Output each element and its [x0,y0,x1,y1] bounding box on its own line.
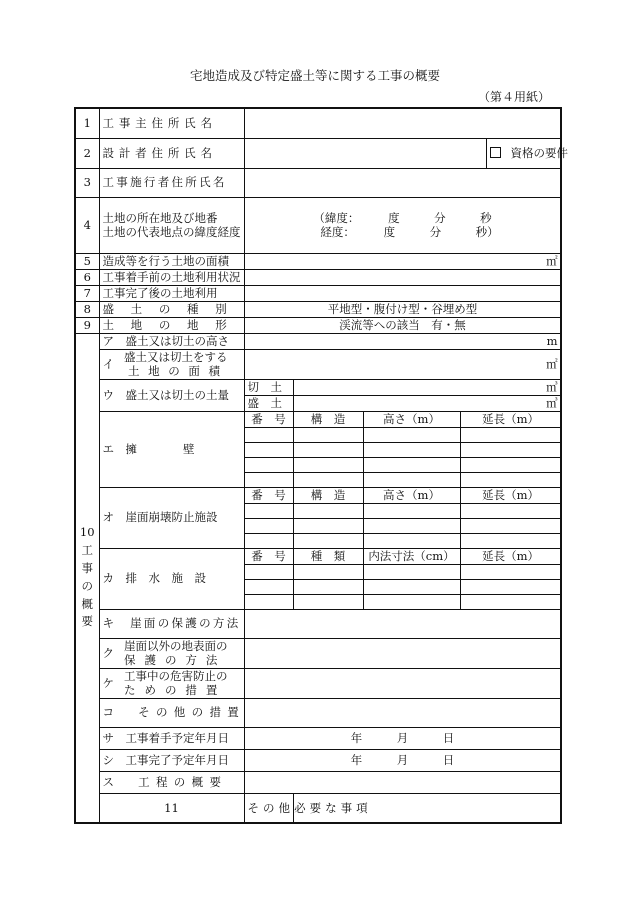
terrain-label: 土地の地形 [99,317,244,333]
designer-address-label: 設計者住所氏名 [99,138,244,168]
hazard-prevention-field[interactable] [244,668,561,698]
land-use-after-field[interactable] [244,285,561,301]
summary-form [74,107,568,824]
row-1 [75,108,561,138]
drainage-text: カ 排 水 施 設 [102,571,206,586]
cell[interactable] [244,594,293,609]
cell[interactable] [244,442,293,457]
cell[interactable] [244,472,293,487]
qualification-label: 資格の要件 [510,145,568,160]
qualification-cell [486,138,568,168]
other-items-label: その他必要な事項 [244,793,293,823]
retaining-wall-text: エ 擁 壁 [102,441,195,456]
cell[interactable] [460,503,561,518]
row-10ki [75,609,561,638]
cell[interactable] [460,533,561,548]
terrain-options[interactable]: 渓流等への該当 有・無 [244,317,561,333]
row-10sa [75,727,561,749]
sheet-number: （第４用紙） [477,90,550,104]
surface-protection-label [99,638,244,668]
row-10a [75,333,561,349]
slope-protection-field[interactable] [244,609,561,638]
row-10ke [75,668,561,698]
row-11 [75,793,561,823]
row-number: 1 [75,108,99,138]
land-location-label-2: 土地の代表地点の緯度経度 [102,225,241,239]
slope-facility-header-row [75,487,561,503]
row-6 [75,269,561,285]
section-10-number: 10 [79,525,95,540]
cell[interactable] [244,533,293,548]
cell[interactable] [460,579,561,594]
latitude-text: （緯度： 度 分 秒 [313,210,492,225]
cell[interactable] [244,503,293,518]
cell[interactable] [363,594,460,609]
area-field[interactable]: ㎡ [244,349,561,379]
row-4 [75,197,561,253]
end-date-label: シ 工事完了予定年月日 [99,749,244,771]
surface-protection-label-1: 崖面以外の地表面の [124,638,228,653]
land-area-label: 造成等を行う土地の面積 [99,253,244,269]
vertical-char: 事 [81,560,93,575]
designer-address-field[interactable] [244,138,486,168]
cell[interactable] [293,472,363,487]
row-10su [75,771,561,793]
vertical-char: 工 [81,543,93,558]
cell[interactable] [460,472,561,487]
row-10i [75,349,561,379]
row-number: 4 [75,197,99,253]
col-header: 番 号 [244,548,293,564]
cell[interactable] [460,518,561,533]
cell[interactable] [363,518,460,533]
retaining-wall-label [99,411,244,487]
col-header: 番 号 [244,411,293,427]
col-header: 延長（m） [460,487,561,503]
row-number: 5 [75,253,99,269]
cell[interactable] [293,579,363,594]
cell[interactable] [363,564,460,579]
col-header: 種 類 [293,548,363,564]
cell[interactable] [293,503,363,518]
other-measures-field[interactable] [244,698,561,727]
col-header: 延長（m） [460,411,561,427]
row-2 [75,138,561,168]
col-header: 番 号 [244,487,293,503]
land-area-field[interactable]: ㎡ [244,253,561,269]
drainage-header-row [75,548,561,564]
row-10ko [75,698,561,727]
schedule-label: ス 工程の概要 [99,771,244,793]
cell[interactable] [460,457,561,472]
cell[interactable] [293,533,363,548]
row-9 [75,317,561,333]
col-header: 構 造 [293,411,363,427]
land-use-after-label: 工事完了後の土地利用 [99,285,244,301]
cell[interactable] [244,427,293,442]
vertical-char: の [81,578,93,593]
land-location-label-1: 土地の所在地及び地番 [102,210,218,225]
cell[interactable] [293,457,363,472]
fill-type-label: 盛土の種別 [99,301,244,317]
row-number: 9 [75,317,99,333]
cell[interactable] [363,533,460,548]
cell[interactable] [293,427,363,442]
contractor-address-label: 工事施行者住所氏名 [99,168,244,197]
cell[interactable] [460,442,561,457]
cell[interactable] [293,442,363,457]
row-number: 6 [75,269,99,285]
col-header: 構 造 [293,487,363,503]
cut-volume-field[interactable]: ㎥ [293,379,561,395]
drainage-label [99,548,244,609]
hazard-prevention-label [99,668,244,698]
vertical-char: 概 [81,596,93,611]
area-label-2: 土地の面積 [128,364,229,378]
cell[interactable] [244,579,293,594]
hazard-prevention-mark: ケ [102,675,114,690]
owner-address-field[interactable] [244,108,561,138]
other-measures-label: コ その他の措置 [99,698,244,727]
row-3 [75,168,561,197]
col-header: 内法寸法（cm） [363,548,460,564]
row-number: 2 [75,138,99,168]
section-10-header [75,333,99,823]
cell[interactable] [363,457,460,472]
cell[interactable] [244,518,293,533]
fill-type-options[interactable]: 平地型・腹付け型・谷埋め型 [244,301,561,317]
cell[interactable] [363,579,460,594]
retaining-wall-header-row [75,411,561,427]
area-mark: イ [102,356,114,371]
height-field[interactable]: m [244,333,561,349]
volume-label: ウ 盛土又は切土の土量 [99,379,244,411]
row-number: 8 [75,301,99,317]
row-number: 3 [75,168,99,197]
surface-protection-field[interactable] [244,638,561,668]
row-number: 11 [99,793,244,823]
cell[interactable] [293,518,363,533]
surface-protection-label-2: 保護の方法 [124,653,227,667]
col-header: 高さ（m） [363,487,460,503]
land-location-label [99,197,244,253]
cell[interactable] [293,564,363,579]
slope-protection-label: キ 崖面の保護の方法 [99,609,244,638]
row-10ku [75,638,561,668]
cell[interactable] [244,564,293,579]
cell[interactable] [244,457,293,472]
row-8 [75,301,561,317]
land-use-before-label: 工事着手前の土地利用状況 [99,269,244,285]
end-date-field[interactable]: 年 月 日 [244,749,561,771]
longitude-text: 経度： 度 分 秒） [320,225,499,239]
row-number: 7 [75,285,99,301]
vertical-char: 要 [81,614,93,629]
surface-protection-mark: ク [102,645,114,660]
row-10u-cut [75,379,561,395]
cell[interactable] [363,427,460,442]
row-10shi [75,749,561,771]
cut-label: 切 土 [244,379,293,395]
col-header: 高さ（m） [363,411,460,427]
lat-lon-field[interactable] [244,197,561,253]
qualification-checkbox[interactable] [490,147,501,158]
area-label [99,349,244,379]
schedule-field[interactable] [244,771,561,793]
area-label-1: 盛土又は切土をする [124,349,228,364]
cell[interactable] [363,442,460,457]
row-5 [75,253,561,269]
cell[interactable] [460,427,561,442]
row-7 [75,285,561,301]
contractor-address-field[interactable] [244,168,561,197]
slope-facility-label: オ 崖面崩壊防止施設 [99,487,244,548]
cell[interactable] [460,594,561,609]
fill-volume-field[interactable]: ㎥ [293,395,561,411]
land-use-before-field[interactable] [244,269,561,285]
start-date-label: サ 工事着手予定年月日 [99,727,244,749]
start-date-field[interactable]: 年 月 日 [244,727,561,749]
height-label: ア 盛土又は切土の高さ [99,333,244,349]
cell[interactable] [363,503,460,518]
cell[interactable] [363,472,460,487]
hazard-prevention-label-1: 工事中の危害防止の [124,668,228,683]
col-header: 延長（m） [460,548,561,564]
owner-address-label: 工事主住所氏名 [99,108,244,138]
hazard-prevention-label-2: ための措置 [124,683,227,697]
cell[interactable] [460,564,561,579]
document-title: 宅地造成及び特定盛土等に関する工事の概要 [189,68,440,83]
cell[interactable] [293,594,363,609]
fill-label: 盛 土 [244,395,293,411]
